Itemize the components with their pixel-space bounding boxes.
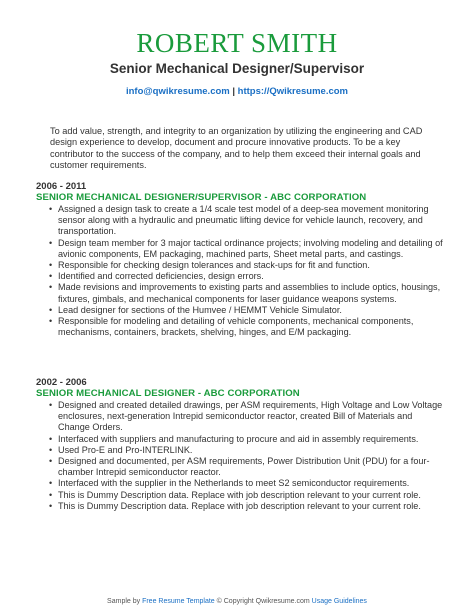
job-bullets [36,400,446,512]
website-link[interactable]: https://Qwikresume.com [237,86,349,97]
guidelines-link[interactable]: Usage Guidelines [311,598,367,605]
candidate-name: ROBERT SMITH [136,28,338,58]
bullet-item: • Designed and created detailed drawings, per ASM requirements, High Voltage and Low Voltage enclosures, next-generation Intrepid semiconductor reactor, created Bill of Materials and Change Orders. [58,400,446,434]
candidate-role: Senior Mechanical Designer/Supervisor [109,61,365,76]
job-title: SENIOR MECHANICAL DESIGNER/SUPERVISOR - ABC CORPORATION [36,192,367,203]
bullet-item: • Lead designer for sections of the Humvee / HEMMT Vehicle Simulator. [58,305,446,316]
page-footer [0,598,474,605]
bullet-item: • Responsible for modeling and detailing of vehicle components, mechanical components, mechanisms, containers, brackets, shelving, hinges, and E/M packaging. [58,316,446,338]
job-title: SENIOR MECHANICAL DESIGNER - ABC CORPORATION [36,388,300,399]
email-link[interactable]: info@qwikresume.com [125,86,230,97]
footer-copyright: © Copyright Qwikresume.com [214,598,312,605]
bullet-item: • Used Pro-E and Pro-INTERLINK. [58,445,446,456]
job-section-2 [36,377,446,512]
job-section-1 [36,181,446,338]
job-dates: 2002 - 2006 [36,377,87,388]
bullet-item: • Made revisions and improvements to existing parts and assemblies to include optics, housings, fixtures, gimbals, and mechanical components for laser guidance weapons systems. [58,282,446,304]
footer-prefix: Sample by [107,598,143,605]
job-bullets [36,204,446,338]
bullet-item: • This is Dummy Description data. Replace with job description relevant to your current role. [58,490,446,501]
bullet-item: • Design team member for 3 major tactical ordinance projects; involving modeling and detailing of avionic components, EM packaging, machined parts, Sheet metal parts, and castings. [58,238,446,260]
bullet-item: • Responsible for checking design tolerances and stack-ups for fit and function. [58,260,446,271]
bullet-item: • Designed and documented, per ASM requirements, Power Distribution Unit (PDU) for a four-chamber Intrepid semiconductor reactor. [58,456,446,478]
bullet-item: • Assigned a design task to create a 1/4 scale test model of a deep-sea movement monitoring sensor along with a hydraulic and pneumatic lifting device for vehicle launch, recovery, and transportation. [58,204,446,238]
summary-paragraph: To add value, strength, and integrity to an organization by utilizing the engineering and CAD design experience to develop, document and procure innovative products. To be a key contributor to the success of the company, and to help them exceed their internal goals and customer requirements. [50,126,423,171]
contact-line [0,86,474,97]
bullet-item: • Interfaced with suppliers and manufacturing to procure and aid in assembly requirements. [58,434,446,445]
bullet-item: • Identified and corrected deficiencies, design errors. [58,271,446,282]
bullet-item: • This is Dummy Description data. Replace with job description relevant to your current role. [58,501,446,512]
job-dates: 2006 - 2011 [36,181,87,192]
bullet-item: • Interfaced with the supplier in the Netherlands to meet S2 semiconductor requirements. [58,478,446,489]
template-link[interactable]: Free Resume Template [142,598,215,605]
contact-separator: | [229,86,238,97]
